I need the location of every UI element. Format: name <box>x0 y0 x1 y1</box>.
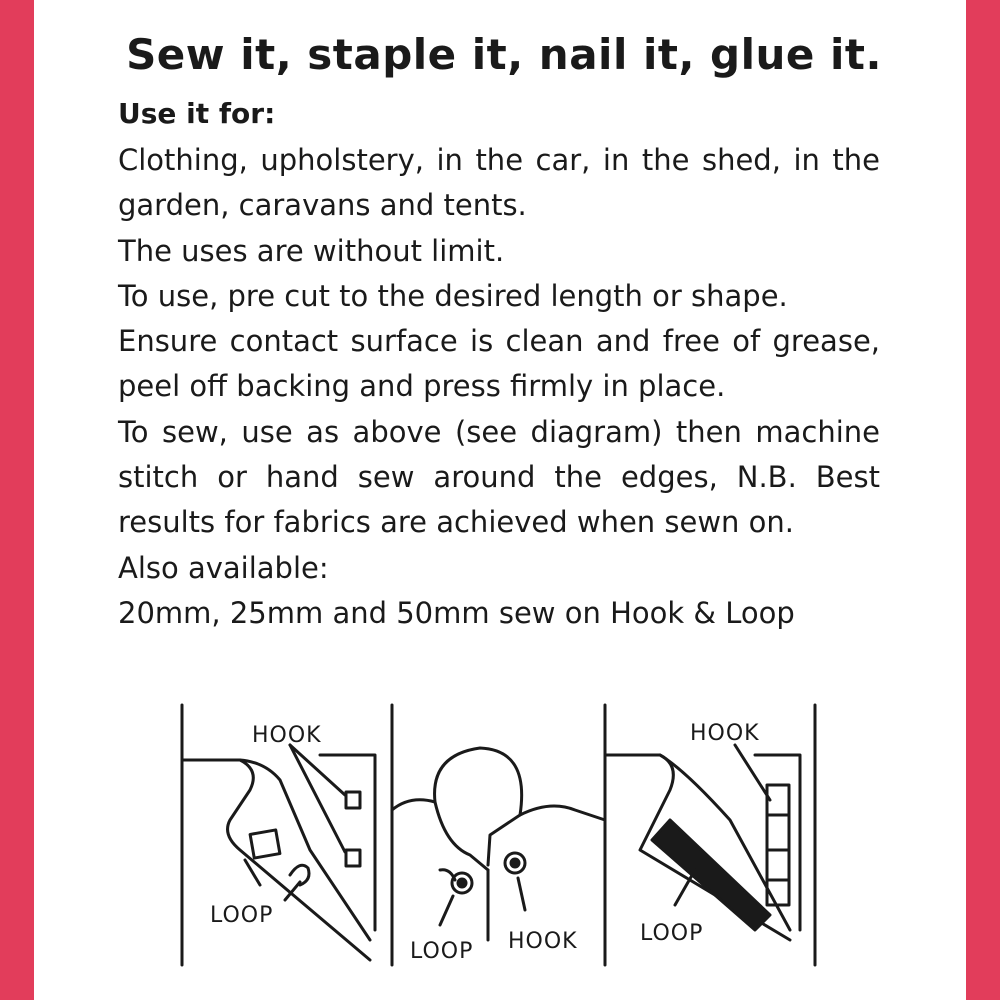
paragraph-also-available: Also available: <box>118 550 329 585</box>
page-title: Sew it, staple it, nail it, glue it. <box>126 30 882 79</box>
panel1-hook-arrow-1 <box>290 745 345 795</box>
paragraph-sizes: 20mm, 25mm and 50mm sew on Hook & Loop <box>118 595 795 630</box>
diagram-panel-2 <box>392 748 605 964</box>
hook-patch-upper <box>346 792 360 808</box>
panel2-hook-label: HOOK <box>508 929 578 954</box>
panel3-hook-label: HOOK <box>690 721 760 746</box>
application-diagram <box>170 700 830 970</box>
left-pink-border <box>0 0 34 1000</box>
panel1-hook-label: HOOK <box>252 723 322 748</box>
panel3-loop-label: LOOP <box>640 921 704 946</box>
instructions-body <box>118 138 880 636</box>
right-pink-border <box>966 0 1000 1000</box>
loop-patch <box>250 830 280 858</box>
uses-subheading: Use it for: <box>118 97 276 130</box>
loop-strip <box>652 820 770 930</box>
paragraph-without-limit: The uses are without limit. <box>118 233 505 268</box>
paragraph-ensure-clean: Ensure contact surface is clean and free of grease, peel off backing and press firmly in place. <box>118 324 880 404</box>
hook-strip <box>767 785 789 905</box>
panel1-loop-label: LOOP <box>210 903 274 928</box>
paragraph-sewing: To sew, use as above (see diagram) then machine stitch or hand sew around the edges, N.B. Best results for fabrics are achieved when sewn on. <box>118 414 880 540</box>
paragraph-precut: To use, pre cut to the desired length or shape. <box>118 278 788 313</box>
diagram-panel-3 <box>605 721 800 946</box>
diagram-panel-1 <box>182 723 375 960</box>
paragraph-uses-list: Clothing, upholstery, in the car, in the shed, in the garden, caravans and tents. <box>118 143 880 223</box>
hook-patch-lower <box>346 850 360 866</box>
panel2-loop-label: LOOP <box>410 939 474 964</box>
